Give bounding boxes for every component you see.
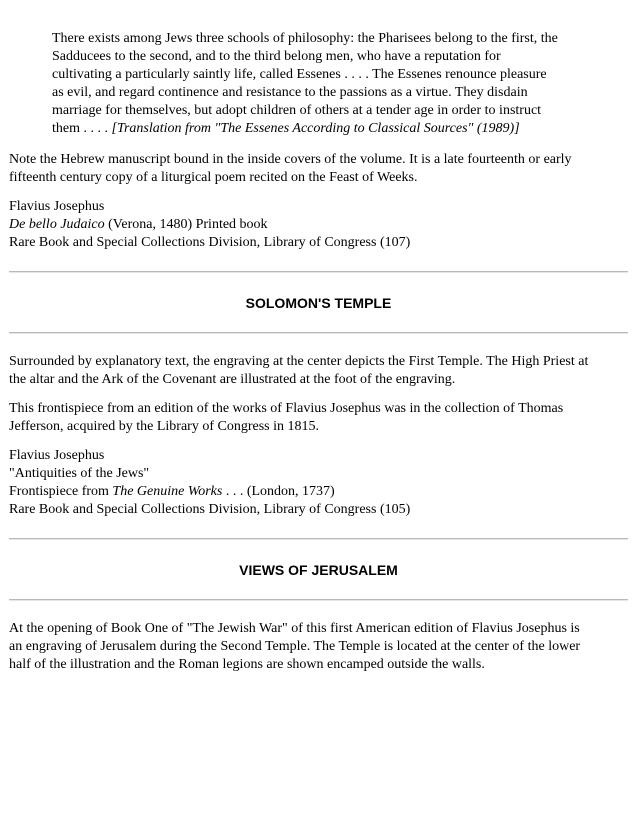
item-citation-105 — [9, 447, 629, 519]
section-heading-views-of-jerusalem: VIEWS OF JERUSALEM — [239, 562, 398, 578]
note-line-1: Note the Hebrew manuscript bound in the inside covers of the volume. It is a late fourteenth or early — [9, 152, 572, 167]
temple-description — [9, 353, 629, 389]
jefferson-line-2: Jefferson, acquired by the Library of Congress in 1815. — [9, 419, 319, 434]
translation-citation: [Translation from "The Essenes According to Classical Sources" (1989)] — [111, 121, 520, 136]
quote-line: marriage for themselves, but adopt children of others at a tender age in order to instruct — [52, 103, 542, 118]
jerusalem-description — [9, 620, 629, 674]
jefferson-note — [9, 400, 629, 436]
item-author: Flavius Josephus — [9, 448, 105, 463]
temple-desc-line-2: the altar and the Ark of the Covenant are illustrated at the foot of the engraving. — [9, 372, 456, 387]
item-title: De bello Judaico — [9, 217, 105, 232]
frontispiece-prefix: Frontispiece from — [9, 484, 113, 499]
essenes-quote — [52, 30, 592, 138]
quote-line: cultivating a particularly saintly life, called Essenes . . . . The Essenes renounce pleasure — [52, 67, 547, 82]
jefferson-line-1: This frontispiece from an edition of the works of Flavius Josephus was in the collection of Thomas — [9, 401, 564, 416]
item-source: Rare Book and Special Collections Division, Library of Congress (107) — [9, 235, 411, 250]
manuscript-note — [9, 151, 629, 187]
note-line-2: fifteenth century copy of a liturgical poem recited on the Feast of Weeks. — [9, 170, 418, 185]
jerusalem-line-2: an engraving of Jerusalem during the Second Temple. The Temple is located at the center of the lower — [9, 639, 581, 654]
frontispiece-title: The Genuine Works — [112, 484, 223, 499]
quote-line: Sadducees to the second, and to the third belong men, who have a reputation for — [52, 49, 501, 64]
jerusalem-line-1: At the opening of Book One of "The Jewish War" of this first American edition of Flavius Josephus is — [9, 621, 580, 636]
quote-line-last — [52, 120, 592, 138]
item-title-details: (Verona, 1480) Printed book — [104, 217, 268, 232]
quote-ellipsis: them . . . . — [52, 121, 112, 136]
quote-line: There exists among Jews three schools of philosophy: the Pharisees belong to the first, the — [52, 31, 558, 46]
quote-line: as evil, and regard continence and resistance to the passions as a virtue. They disdain — [52, 85, 528, 100]
item-citation-107 — [9, 198, 629, 252]
section-heading-solomons-temple: SOLOMON'S TEMPLE — [245, 295, 392, 311]
jerusalem-line-3: half of the illustration and the Roman legions are shown encamped outside the walls. — [9, 657, 485, 672]
item-source: Rare Book and Special Collections Division, Library of Congress (105) — [9, 502, 411, 517]
item-author: Flavius Josephus — [9, 199, 105, 214]
item-work: "Antiquities of the Jews" — [9, 466, 150, 481]
document-page — [9, 30, 629, 674]
frontispiece-details: . . . (London, 1737) — [222, 484, 335, 499]
temple-desc-line-1: Surrounded by explanatory text, the engraving at the center depicts the First Temple. The High Priest at — [9, 354, 589, 369]
